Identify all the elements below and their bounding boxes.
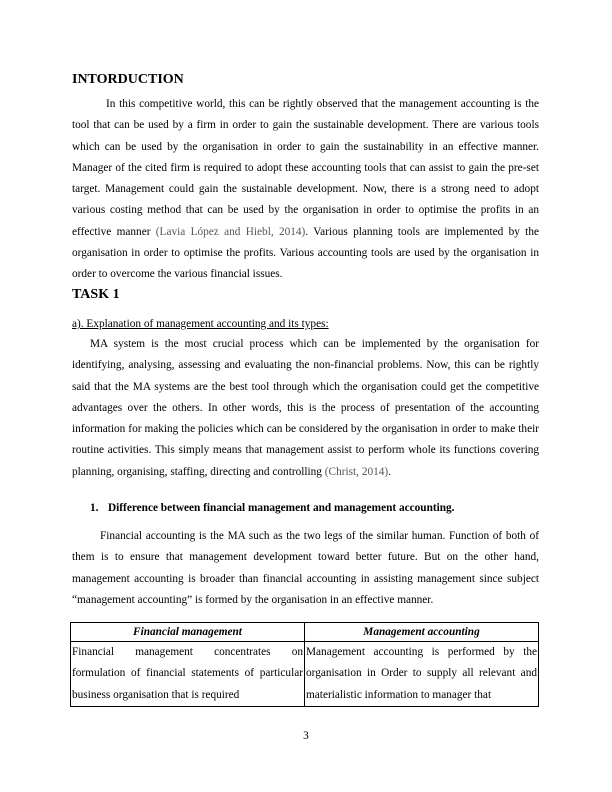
table-header-management-accounting: Management accounting <box>305 623 539 642</box>
section1-paragraph: Financial accounting is the MA such as the two legs of the similar human. Function of both of them is to ensure that management development toward better future. But on the other hand, management accounting is broader than financial accounting in assisting management since subject “management accounting” is formed by the organisation in an effective manner. <box>72 530 539 606</box>
intro-paragraph <box>72 94 539 286</box>
intro-citation: (Lavia López and Hiebl, 2014) <box>155 225 306 238</box>
task1-paragraph <box>72 334 539 483</box>
table-cell-financial-management: Financial management concentrates on formulation of financial statements of particular business organisation that is required <box>71 642 305 707</box>
table-header-row <box>71 623 539 642</box>
task1-text-after: . <box>388 465 392 478</box>
page-number: 3 <box>303 730 309 742</box>
comparison-table-container <box>70 622 544 708</box>
table-cell-management-accounting: Management accounting is performed by the organisation in Order to supply all relevant and materialistic information to manager that <box>305 642 539 707</box>
intro-heading: INTORDUCTION <box>72 72 184 87</box>
task1-citation: (Christ, 2014) <box>324 465 389 478</box>
section1-title-text: Difference between financial management and management accounting. <box>108 502 455 514</box>
task1-heading: TASK 1 <box>72 287 120 302</box>
task1-text: MA system is the most crucial process which can be implemented by the organisation for identifying, analysing, assessing and evaluating the non-financial problems. Now, this can be rightly said that the MA systems are the best tool through which the organisation could get the competitive advantages over the others. In other words, this is the process of presentation of the accounting information for making the policies which can be considered by the organisation in order to make their routine activities. This simply means that management assist to perform whole its functions covering planning, organising, staffing, directing and controlling <box>72 338 539 478</box>
section1-title <box>90 502 455 514</box>
intro-text-after: . Various planning tools are implemented by the organisation in order to optimise the profits. Various accounting tools are used by the organisation in order to overcome the various financial issues. <box>72 225 539 281</box>
intro-text: In this competitive world, this can be rightly observed that the management accounting is the tool that can be used by a firm in order to gain the sustainable development. There are various tools which can be used by the organisation in order to gain the sustainability in an effective manner. Manager of the cited firm is required to adopt these accounting tools that can assist to gain the pre-set target. Management could gain the sustainable development. Now, there is a strong need to adopt various costing method that can be used by the organisation in order to optimise the profits in an effective manner <box>72 98 539 238</box>
table-row <box>71 642 539 707</box>
task1-subheading: a). Explanation of management accounting and its types: <box>72 318 329 330</box>
table-header-financial-management: Financial management <box>71 623 305 642</box>
comparison-table <box>70 622 539 707</box>
section1-number: 1. <box>90 502 99 514</box>
